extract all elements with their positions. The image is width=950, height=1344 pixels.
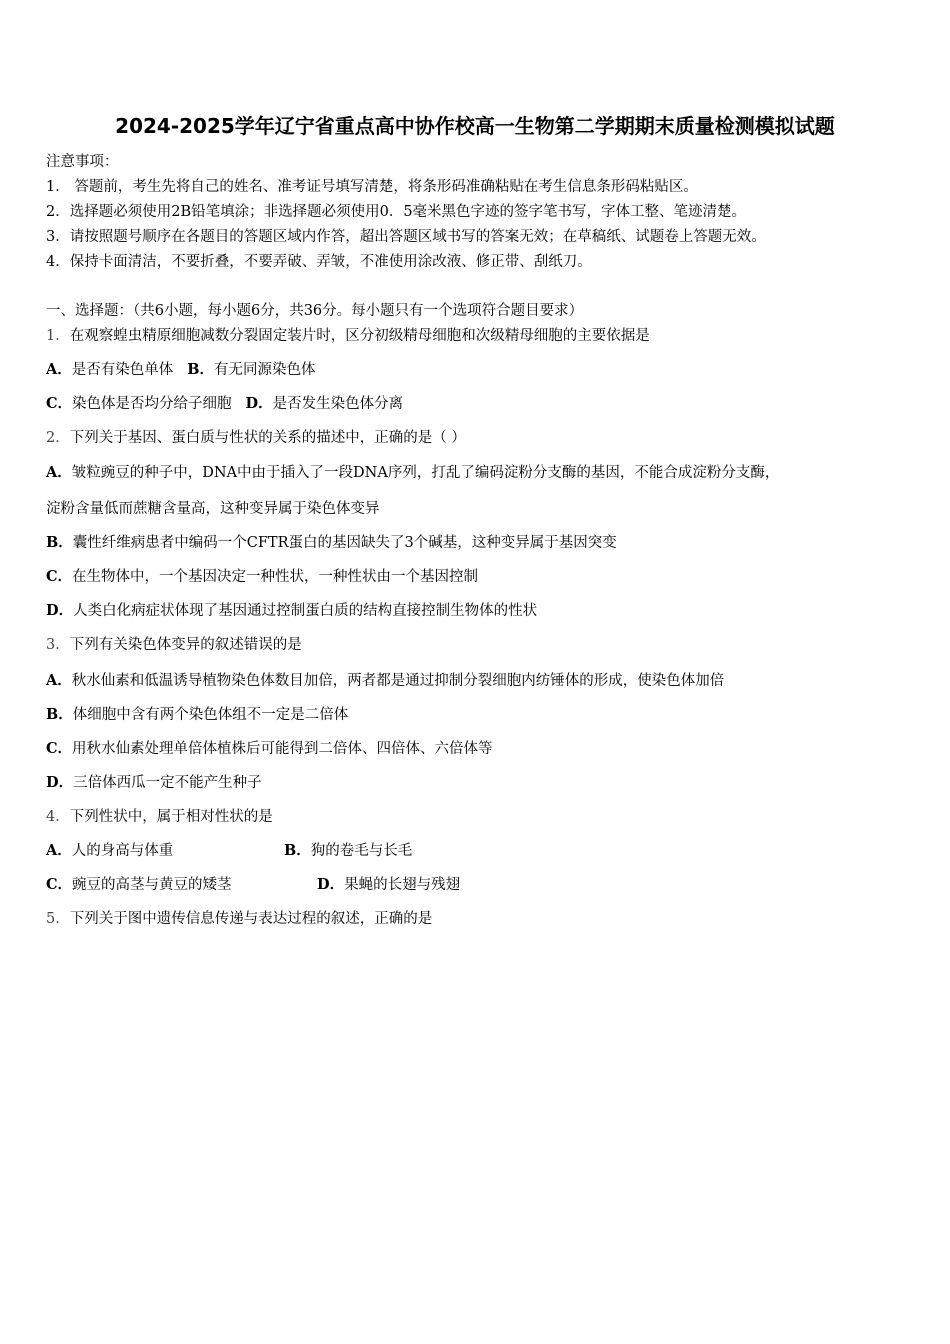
question-1-options-ab: [46, 360, 316, 380]
option-d: 果蝇的长翅与残翅: [344, 877, 461, 893]
question-1: [46, 326, 650, 346]
question-stem: 下列关于基因、蛋白质与性状的关系的描述中，正确的是（ ）: [69, 430, 466, 446]
page-title: 2024-2025学年辽宁省重点高中协作校高一生物第二学期期末质量检测模拟试题: [115, 114, 835, 138]
option-c: 在生物体中，一个基因决定一种性状，一种性状由一个基因控制: [72, 569, 479, 585]
option-a-label: A．: [46, 361, 72, 378]
section-heading: 一、选择题：（共6小题，每小题6分，共36分。每小题只有一个选项符合题目要求）: [46, 303, 584, 319]
question-2-option-b: [46, 533, 617, 553]
question-1-options-cd: [46, 394, 403, 414]
question-2-option-d: [46, 601, 537, 621]
question-stem: 下列有关染色体变异的叙述错误的是: [69, 637, 302, 653]
option-b: 囊性纤维病患者中编码一个CFTR蛋白的基因缺失了3个碱基，这种变异属于基因突变: [72, 535, 617, 551]
notice-item-3: 3．请按照题号顺序在各题目的答题区域内作答，超出答题区域书写的答案无效；在草稿纸、试题卷上答题无效。: [46, 229, 766, 245]
question-number: 1．: [46, 328, 70, 344]
question-stem: 下列关于图中遗传信息传递与表达过程的叙述，正确的是: [69, 911, 433, 927]
notice-item-1: 1． 答题前，考生先将自己的姓名、准考证号填写清楚，将条形码准确粘贴在考生信息条形码粘贴区。: [46, 179, 698, 195]
option-a: 秋水仙素和低温诱导植物染色体数目加倍，两者都是通过抑制分裂细胞内纺锤体的形成，使染色体加倍: [71, 673, 725, 689]
option-d-label: D．: [46, 602, 74, 619]
option-d: 人类白化病症状体现了基因通过控制蛋白质的结构直接控制生物体的性状: [73, 603, 538, 619]
notice-item-2: 2．选择题必须使用2B铅笔填涂；非选择题必须使用0．5毫米黑色字迹的签字笔书写，字体工整、笔迹清楚。: [46, 204, 747, 220]
option-c-label: C．: [46, 876, 73, 893]
question-3-option-b: [46, 705, 348, 725]
question-4-options-cd: [46, 875, 460, 895]
option-b: 有无同源染色体: [214, 362, 316, 378]
option-c-label: C．: [46, 568, 73, 585]
question-4-options-ab: [46, 841, 412, 861]
option-c-label: C．: [46, 395, 73, 412]
option-b-label: B．: [187, 361, 215, 378]
question-2-option-c: [46, 567, 478, 587]
option-c: 用秋水仙素处理单倍体植株后可能得到二倍体、四倍体、六倍体等: [72, 741, 493, 757]
option-b-label: B．: [46, 706, 73, 723]
question-5: [46, 909, 432, 929]
option-a-line-1: 皱粒豌豆的种子中，DNA中由于插入了一段DNA序列，打乱了编码淀粉分支酶的基因，不能合成淀粉分支酶，: [71, 465, 780, 481]
question-number: 2．: [46, 430, 70, 446]
question-number: 4．: [46, 809, 70, 825]
option-d-label: D．: [46, 774, 74, 791]
option-b: 体细胞中含有两个染色体组不一定是二倍体: [72, 707, 349, 723]
option-a-label: A．: [46, 464, 72, 481]
option-d: 是否发生染色体分离: [272, 396, 404, 412]
option-b: 狗的卷毛与长毛: [310, 843, 413, 859]
option-a: 是否有染色单体: [71, 362, 174, 378]
question-3: [46, 635, 302, 655]
question-number: 3．: [46, 637, 70, 653]
question-3-option-c: [46, 739, 493, 759]
option-a-label: A．: [46, 672, 72, 689]
notice-item-4: 4．保持卡面清洁，不要折叠，不要弄破、弄皱，不准使用涂改液、修正带、刮纸刀。: [46, 254, 592, 270]
option-b-label: B．: [284, 842, 311, 859]
option-a-label: A．: [46, 842, 72, 859]
question-3-option-d: [46, 773, 262, 793]
option-d: 三倍体西瓜一定不能产生种子: [73, 775, 262, 791]
question-4: [46, 807, 273, 827]
question-stem: 下列性状中，属于相对性状的是: [69, 809, 273, 825]
option-c: 染色体是否均分给子细胞: [72, 396, 232, 412]
question-3-option-a: [46, 671, 724, 691]
option-d-label: D．: [317, 876, 345, 893]
option-c-label: C．: [46, 740, 73, 757]
option-b-label: B．: [46, 534, 73, 551]
question-2-option-a: [46, 463, 779, 483]
notice-heading: 注意事项：: [46, 154, 119, 170]
question-2: [46, 428, 466, 448]
option-d-label: D．: [245, 395, 273, 412]
option-a: 人的身高与体重: [71, 843, 174, 859]
question-stem: 在观察蝗虫精原细胞减数分裂固定装片时，区分初级精母细胞和次级精母细胞的主要依据是: [69, 328, 650, 344]
option-c: 豌豆的高茎与黄豆的矮茎: [72, 877, 232, 893]
question-number: 5．: [46, 911, 70, 927]
option-a-line-2: 淀粉含量低而蔗糖含量高，这种变异属于染色体变异: [46, 501, 380, 517]
